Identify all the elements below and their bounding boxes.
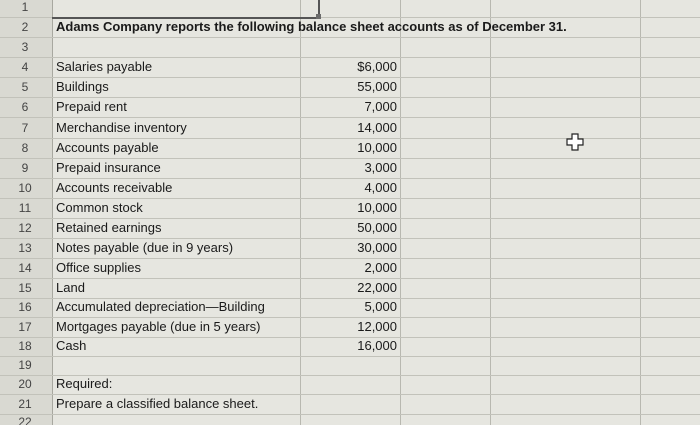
account-name-cell[interactable]: Prepaid rent <box>56 99 127 114</box>
account-name-cell[interactable]: Common stock <box>56 200 143 215</box>
amount-cell[interactable]: 50,000 <box>357 220 397 235</box>
account-name-cell[interactable]: Retained earnings <box>56 220 162 235</box>
sheet-row[interactable] <box>0 57 700 78</box>
sheet-title-cell[interactable]: Adams Company reports the following balance sheet accounts as of December 31. <box>56 19 567 34</box>
row-number[interactable]: 8 <box>21 141 29 155</box>
account-name-cell[interactable]: Salaries payable <box>56 59 153 74</box>
account-name-cell[interactable]: Prepaid insurance <box>56 160 161 175</box>
amount-cell[interactable] <box>300 355 397 375</box>
amount-cell[interactable]: 16,000 <box>357 338 397 353</box>
amount-cell[interactable]: 5,000 <box>364 299 397 314</box>
row-number[interactable]: 10 <box>18 181 32 195</box>
row-number[interactable]: 15 <box>18 281 32 295</box>
fill-handle[interactable] <box>316 14 321 19</box>
row-number[interactable]: 20 <box>18 377 32 391</box>
amount-cell[interactable]: 10,000 <box>357 200 397 215</box>
sheet-row[interactable] <box>0 238 700 259</box>
sheet-row[interactable] <box>0 317 700 338</box>
row-number[interactable]: 3 <box>21 40 29 54</box>
account-name-cell[interactable]: Buildings <box>56 79 109 94</box>
account-name-cell[interactable]: Office supplies <box>56 260 142 275</box>
amount-cell[interactable] <box>300 374 397 394</box>
row-number[interactable]: 2 <box>21 20 29 34</box>
sheet-row[interactable] <box>0 37 700 58</box>
amount-cell[interactable]: 3,000 <box>364 160 397 175</box>
row-number[interactable]: 7 <box>21 121 29 135</box>
sheet-row[interactable] <box>0 158 700 179</box>
row-number[interactable]: 13 <box>18 241 32 255</box>
row-number[interactable]: 1 <box>21 0 29 14</box>
sheet-row[interactable] <box>0 77 700 98</box>
amount-cell[interactable]: $6,000 <box>357 59 397 74</box>
amount-cell[interactable] <box>300 37 397 57</box>
amount-cell[interactable]: 12,000 <box>357 319 397 334</box>
sheet-row[interactable] <box>0 97 700 118</box>
sheet-row[interactable] <box>0 278 700 299</box>
account-name-cell[interactable]: Prepare a classified balance sheet. <box>56 396 259 411</box>
account-name-cell[interactable]: Accumulated depreciation—Building <box>56 299 265 314</box>
row-number[interactable]: 14 <box>18 261 32 275</box>
sheet-row[interactable] <box>0 138 700 159</box>
amount-cell[interactable]: 7,000 <box>364 99 397 114</box>
amount-cell[interactable]: 2,000 <box>364 260 397 275</box>
sheet-row[interactable] <box>0 178 700 199</box>
amount-cell[interactable] <box>300 394 397 414</box>
account-name-cell[interactable]: Accounts payable <box>56 140 159 155</box>
sheet-row[interactable] <box>0 198 700 219</box>
row-number[interactable]: 16 <box>18 300 32 314</box>
row-number[interactable]: 6 <box>21 100 29 114</box>
amount-cell[interactable]: 14,000 <box>357 120 397 135</box>
account-name-cell[interactable]: Accounts receivable <box>56 180 173 195</box>
account-name-cell[interactable]: Notes payable (due in 9 years) <box>56 240 234 255</box>
row-number[interactable]: 4 <box>21 60 29 74</box>
amount-cell[interactable]: 55,000 <box>357 79 397 94</box>
move-cross-cursor-icon <box>566 133 584 151</box>
sheet-row[interactable] <box>0 355 700 376</box>
account-name-cell[interactable]: Mortgages payable (due in 5 years) <box>56 319 261 334</box>
account-name-cell[interactable]: Merchandise inventory <box>56 120 187 135</box>
row-number[interactable]: 19 <box>18 358 32 372</box>
sheet-row[interactable] <box>0 118 700 139</box>
amount-cell[interactable]: 30,000 <box>357 240 397 255</box>
account-name-cell[interactable]: Land <box>56 280 85 295</box>
amount-cell[interactable] <box>300 412 397 425</box>
sheet-row[interactable] <box>0 297 700 318</box>
amount-cell[interactable] <box>300 17 397 37</box>
row-number[interactable]: 9 <box>21 161 29 175</box>
row-number[interactable]: 12 <box>18 221 32 235</box>
sheet-row[interactable] <box>0 336 700 357</box>
row-number[interactable]: 18 <box>18 339 32 353</box>
amount-cell[interactable]: 10,000 <box>357 140 397 155</box>
account-name-cell[interactable]: Required: <box>56 376 113 391</box>
row-number[interactable]: 5 <box>21 80 29 94</box>
row-number[interactable]: 21 <box>18 397 32 411</box>
sheet-row[interactable] <box>0 218 700 239</box>
amount-cell[interactable]: 4,000 <box>364 180 397 195</box>
sheet-row[interactable] <box>0 374 700 395</box>
row-number[interactable]: 11 <box>18 201 32 215</box>
account-name-cell[interactable]: Cash <box>56 338 87 353</box>
sheet-row[interactable] <box>0 17 700 38</box>
sheet-row[interactable] <box>0 258 700 279</box>
row-number[interactable]: 22 <box>18 415 32 425</box>
amount-cell[interactable]: 22,000 <box>357 280 397 295</box>
row-number[interactable]: 17 <box>18 320 32 334</box>
sheet-row[interactable] <box>0 412 700 425</box>
selected-cell-border <box>52 0 320 19</box>
